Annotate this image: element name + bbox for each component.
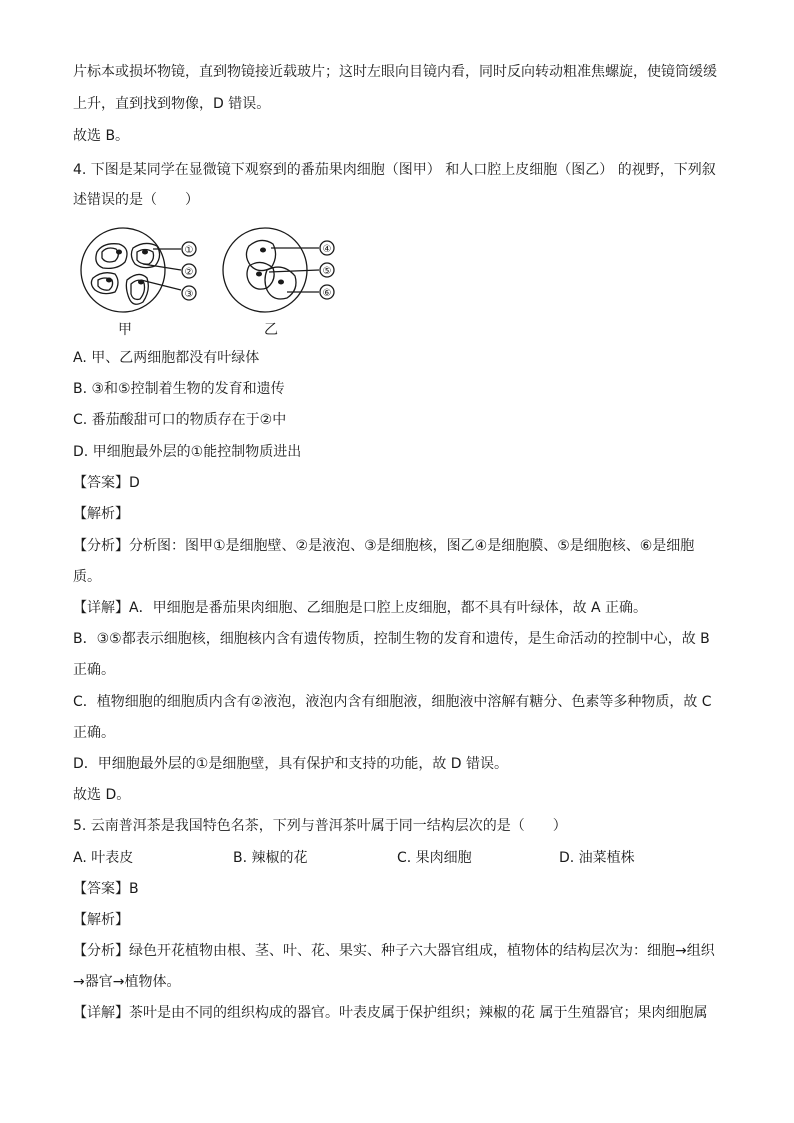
option-a: A. 甲、乙两细胞都没有叶绿体 — [73, 350, 260, 366]
analysis-line: C．植物细胞的细胞质内含有②液泡，液泡内含有细胞液，细胞液中溶解有糖分、色素等多种物质，故 C — [73, 694, 712, 710]
analysis-line: B．③⑤都表示细胞核，细胞核内含有遗传物质，控制生物的发育和遗传，是生命活动的控制中心，故 B — [73, 631, 710, 647]
q5-option-c: C. 果肉细胞 — [397, 850, 472, 866]
option-b: B. ③和⑤控制着生物的发育和遗传 — [73, 381, 285, 397]
marker-3: ③ — [184, 289, 194, 300]
question-5-stem: 5. 云南普洱茶是我国特色名茶，下列与普洱茶叶属于同一结构层次的是（ ） — [73, 818, 567, 834]
figure-label-jia: 甲 — [118, 322, 132, 338]
marker-2: ② — [184, 267, 194, 278]
analysis-line: 【详解】A．甲细胞是番茄果肉细胞、乙细胞是口腔上皮细胞，都不具有叶绿体，故 A 正确。 — [73, 600, 648, 616]
q5-analysis-line: 【详解】茶叶是由不同的组织构成的器官。叶表皮属于保护组织；辣椒的花 属于生殖器官；果肉细胞属 — [73, 1005, 708, 1021]
answer-label: 【答案】D — [73, 475, 140, 491]
q5-option-a: A. 叶表皮 — [73, 850, 134, 866]
option-d: D. 甲细胞最外层的①能控制物质进出 — [73, 444, 302, 460]
text-line: 上升，直到找到物像，D 错误。 — [73, 96, 271, 112]
q5-option-b: B. 辣椒的花 — [233, 850, 308, 866]
q5-analysis-heading: 【解析】 — [73, 912, 129, 928]
analysis-line: 故选 D。 — [73, 787, 131, 803]
q5-answer-label: 【答案】B — [73, 881, 139, 897]
question-4-stem-cont: 述错误的是（ ） — [73, 192, 199, 208]
q5-analysis-line: 【分析】绿色开花植物由根、茎、叶、花、果实、种子六大器官组成，植物体的结构层次为：细胞→组织 — [73, 943, 715, 959]
analysis-line: D．甲细胞最外层的①是细胞壁，具有保护和支持的功能，故 D 错误。 — [73, 756, 509, 772]
option-c: C. 番茄酸甜可口的物质存在于②中 — [73, 412, 287, 428]
analysis-line: 正确。 — [73, 662, 115, 678]
text-line: 故选 B。 — [73, 128, 130, 144]
field-jia — [81, 228, 165, 312]
analysis-heading: 【解析】 — [73, 506, 129, 522]
marker-4: ④ — [322, 244, 332, 255]
text-line: 片标本或损坏物镜，直到物镜接近载玻片；这时左眼向目镜内看，同时反向转动粗准焦螺旋，使镜筒缓缓 — [73, 64, 717, 80]
cell-diagram — [73, 222, 373, 342]
analysis-line: 正确。 — [73, 725, 115, 741]
analysis-line: 质。 — [73, 569, 101, 585]
q5-option-d: D. 油菜植株 — [559, 850, 635, 866]
marker-6: ⑥ — [322, 288, 332, 299]
q5-analysis-line: →器官→植物体。 — [73, 974, 181, 990]
question-4-stem: 4. 下图是某同学在显微镜下观察到的番茄果肉细胞（图甲） 和人口腔上皮细胞（图乙） 的视野，下列叙 — [73, 162, 716, 178]
marker-5: ⑤ — [322, 266, 332, 277]
figure-label-yi: 乙 — [264, 322, 278, 338]
analysis-line: 【分析】分析图：图甲①是细胞壁、②是液泡、③是细胞核，图乙④是细胞膜、⑤是细胞核、⑥是细胞 — [73, 538, 695, 554]
plant-cell — [96, 244, 127, 269]
marker-1: ① — [184, 245, 194, 256]
